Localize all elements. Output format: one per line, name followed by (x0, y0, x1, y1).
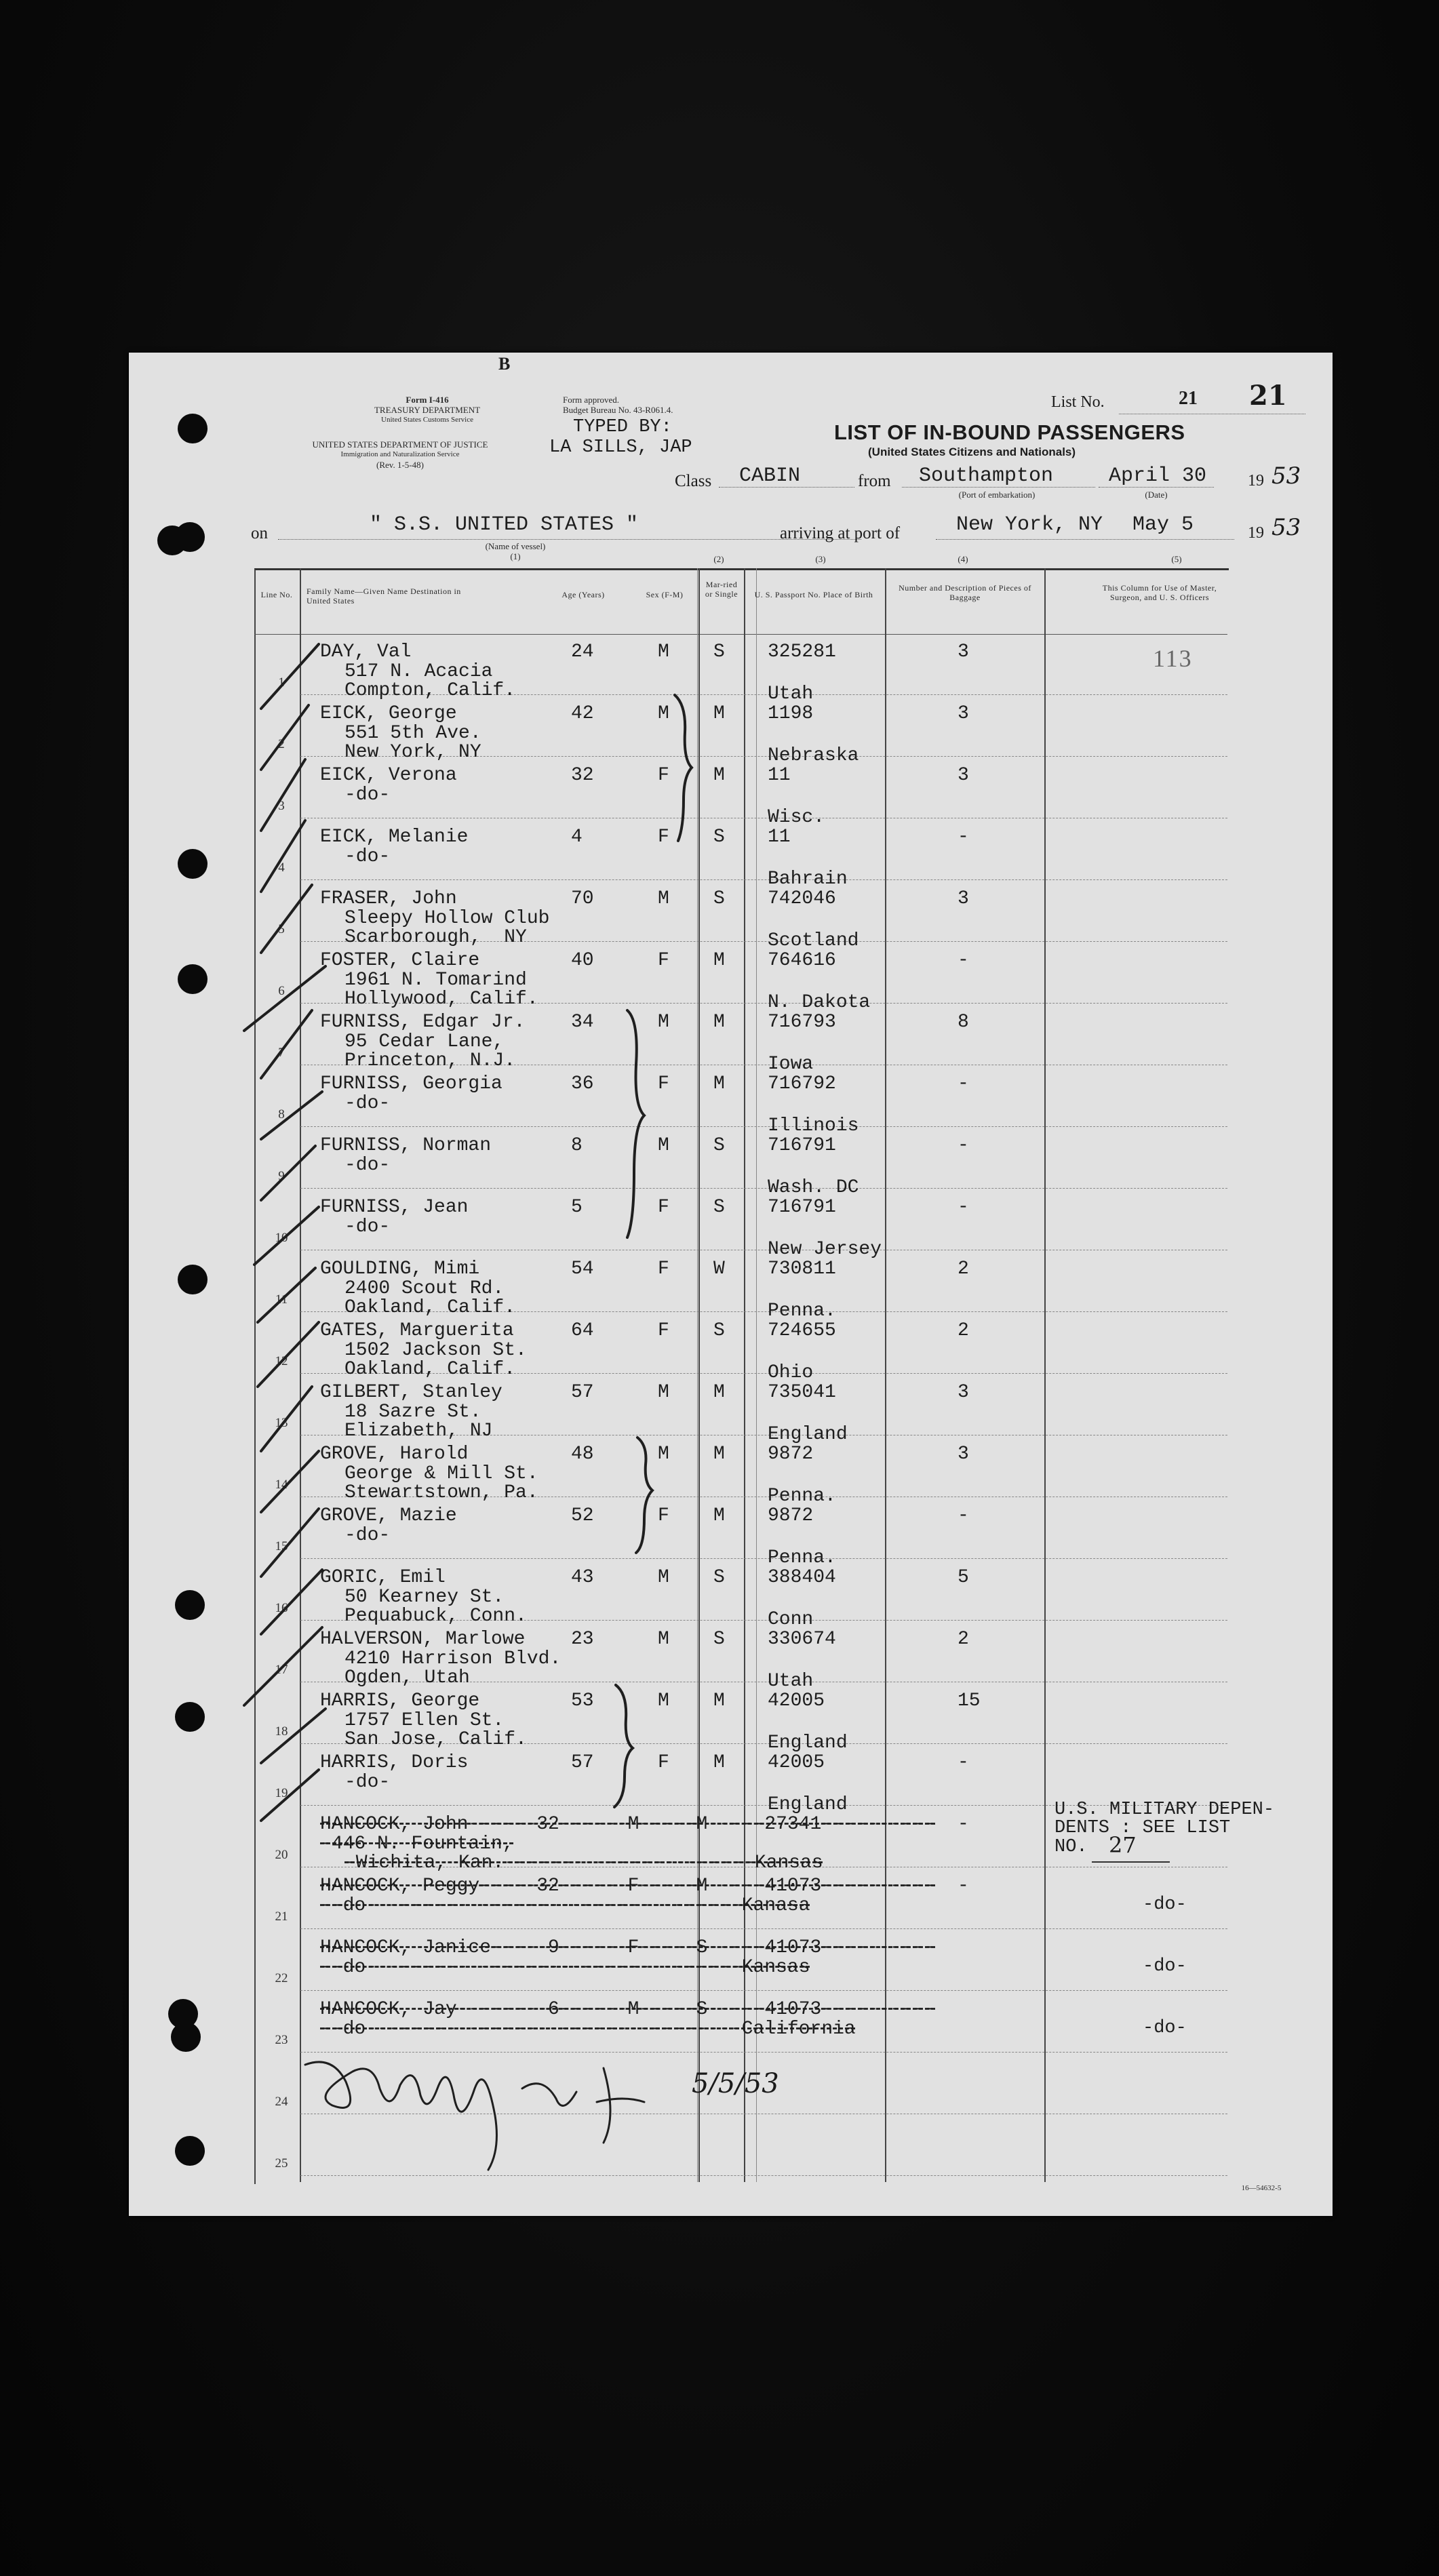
officer-do-21: -do- (1143, 1956, 1187, 1977)
passenger-passport: 764616 (768, 950, 836, 971)
passenger-address-1: -do- (344, 1216, 391, 1237)
list-no-label: List No. (1051, 393, 1105, 411)
passenger-name: GOULDING, Mimi (320, 1259, 480, 1280)
passenger-marital: M (713, 1382, 725, 1403)
passenger-marital: S (713, 1567, 725, 1588)
passenger-age: 40 (571, 950, 594, 971)
form-subtitle: (United States Citizens and Nationals) (868, 445, 1076, 458)
treasury-dept: TREASURY DEPARTMENT (374, 405, 481, 415)
col-num-4: (4) (958, 554, 968, 564)
passenger-marital: M (713, 765, 725, 786)
passenger-marital: M (713, 1073, 725, 1094)
passenger-address-2: Scarborough, NY (344, 927, 527, 948)
passenger-address-1: -do- (344, 1772, 391, 1793)
passenger-birthplace: Bahrain (768, 869, 848, 890)
line-number: 16 (275, 1601, 288, 1615)
passenger-sex: M (658, 641, 669, 662)
col-header-officers: This Column for Use of Master, Surgeon, and U. S. Officers (1102, 583, 1217, 602)
passenger-sex: M (658, 1012, 669, 1033)
passenger-passport: 716793 (768, 1012, 836, 1033)
line-number: 12 (275, 1354, 288, 1368)
passenger-baggage: - (958, 1073, 969, 1094)
vessel-caption: (Name of vessel) (485, 541, 546, 551)
passenger-address-1: 1961 N. Tomarind (344, 970, 527, 991)
passenger-birthplace: Iowa (768, 1054, 814, 1075)
passenger-passport: 742046 (768, 888, 836, 909)
passenger-baggage: 3 (958, 1382, 969, 1403)
punch-hole (178, 1265, 208, 1294)
line-number: 10 (275, 1231, 288, 1245)
punch-hole (175, 522, 205, 552)
passenger-passport: 735041 (768, 1382, 836, 1403)
passenger-address-2: San Jose, Calif. (344, 1729, 527, 1750)
line-number: 8 (278, 1107, 285, 1122)
passenger-name: GILBERT, Stanley (320, 1382, 502, 1403)
passenger-birthplace: Penna. (768, 1547, 836, 1568)
passenger-passport: 330674 (768, 1629, 836, 1650)
row-separator (300, 879, 1227, 880)
passenger-birthplace: England (768, 1732, 848, 1753)
passenger-address-2: Oakland, Calif. (344, 1359, 516, 1380)
passenger-age: 64 (571, 1320, 594, 1341)
passenger-marital: S (713, 888, 725, 909)
line-number: 5 (278, 922, 285, 936)
passenger-age: 8 (571, 1135, 583, 1156)
passenger-address-1: -do- (344, 1525, 391, 1546)
passenger-birthplace: Penna. (768, 1301, 836, 1322)
row-separator (300, 1558, 1227, 1559)
passenger-baggage: 3 (958, 703, 969, 724)
passenger-age: 34 (571, 1012, 594, 1033)
form-number: Form I-416 (406, 395, 449, 405)
vessel-col-num: (1) (510, 551, 521, 561)
passenger-age: 24 (571, 641, 594, 662)
passenger-baggage: - (958, 1197, 969, 1218)
passenger-address-1: 2400 Scout Rd. (344, 1278, 505, 1299)
passenger-passport: 388404 (768, 1567, 836, 1588)
passenger-baggage: 3 (958, 641, 969, 662)
punch-hole (178, 849, 208, 879)
year-prefix-2: 19 (1248, 524, 1264, 542)
year-arrival: 53 (1272, 514, 1301, 541)
from-rule (902, 487, 1095, 488)
passenger-address-1: 551 5th Ave. (344, 723, 481, 744)
passenger-passport: 42005 (768, 1690, 825, 1711)
row-separator (300, 1990, 1227, 1991)
passenger-baggage: 5 (958, 1567, 969, 1588)
passenger-name: HARRIS, Doris (320, 1752, 469, 1773)
struck-entry: HANCOCK, Peggy-----32------F-----M-----41073---------- (320, 1876, 936, 1897)
passenger-address-1: George & Mill St. (344, 1463, 538, 1484)
passenger-address-1: Sleepy Hollow Club (344, 908, 550, 929)
passenger-baggage: - (958, 827, 969, 848)
passenger-birthplace: England (768, 1794, 848, 1815)
passenger-birthplace: Utah (768, 683, 814, 705)
struck-address: -446 N. Fountain, (320, 1834, 514, 1855)
passenger-address-1: 1757 Ellen St. (344, 1710, 505, 1731)
passenger-address-1: 4210 Harrison Blvd. (344, 1648, 561, 1669)
passenger-marital: M (713, 703, 725, 724)
line-number: 21 (275, 1909, 288, 1924)
line-number: 23 (275, 2033, 288, 2047)
passenger-name: EICK, Melanie (320, 827, 469, 848)
passenger-age: 57 (571, 1382, 594, 1403)
passenger-name: HALVERSON, Marlowe (320, 1629, 526, 1650)
passenger-address-2: Ogden, Utah (344, 1667, 470, 1688)
passenger-age: 36 (571, 1073, 594, 1094)
struck-address: --do---------------------------------Kanasa (320, 1895, 810, 1916)
passenger-sex: M (658, 1690, 669, 1711)
line-number: 25 (275, 2156, 288, 2171)
struck-address: --do---------------------------------Kansas (320, 1957, 810, 1978)
passenger-birthplace: Wash. DC (768, 1177, 859, 1198)
col-line (1044, 568, 1046, 2182)
col-num-2: (2) (713, 554, 724, 564)
passenger-sex: M (658, 1382, 669, 1403)
customs-service: United States Customs Service (381, 416, 473, 424)
date-embark: April 30 (1109, 464, 1207, 488)
passenger-address-1: -do- (344, 785, 391, 806)
passenger-marital: M (713, 1444, 725, 1465)
passenger-marital: S (713, 641, 725, 662)
form-code: 16—54632-5 (1241, 2184, 1282, 2192)
list-no-typed: 21 (1179, 388, 1198, 409)
passenger-address-1: -do- (344, 846, 391, 867)
passenger-baggage: 8 (958, 1012, 969, 1033)
passenger-passport: 11 (768, 827, 791, 848)
row-separator (300, 1188, 1227, 1189)
passenger-baggage: 15 (958, 1690, 981, 1711)
passenger-age: 32 (571, 765, 594, 786)
passenger-birthplace: Wisc. (768, 807, 825, 828)
passenger-age: 43 (571, 1567, 594, 1588)
passenger-birthplace: New Jersey (768, 1239, 882, 1260)
year-embark: 53 (1272, 462, 1301, 490)
passenger-name: GROVE, Harold (320, 1444, 469, 1465)
typed-by-label: TYPED BY: (573, 417, 672, 437)
passenger-passport: 9872 (768, 1444, 814, 1465)
col-header-sex: Sex (F-M) (646, 590, 684, 599)
passenger-age: 4 (571, 827, 583, 848)
line-number: 15 (275, 1539, 288, 1553)
passenger-passport: 11 (768, 765, 791, 786)
passenger-marital: W (713, 1259, 725, 1280)
officer-stamp: 113 (1153, 645, 1193, 672)
passenger-passport: 1198 (768, 703, 814, 724)
passenger-sex: M (658, 1567, 669, 1588)
signature-date: 5/5/53 (692, 2068, 779, 2099)
passenger-baggage: - (958, 950, 969, 971)
passenger-name: FURNISS, Norman (320, 1135, 492, 1156)
col-num-5: (5) (1171, 554, 1182, 564)
passenger-passport: 9872 (768, 1505, 814, 1526)
struck-baggage: - (958, 1876, 969, 1897)
punch-hole (175, 2136, 205, 2166)
line-number: 6 (278, 984, 285, 998)
line-number: 13 (275, 1416, 288, 1430)
date-rule (1099, 487, 1214, 488)
passenger-passport: 716791 (768, 1135, 836, 1156)
passenger-baggage: - (958, 1135, 969, 1156)
passenger-birthplace: N. Dakota (768, 992, 871, 1013)
line-number: 24 (275, 2095, 288, 2109)
passenger-marital: S (713, 1135, 725, 1156)
passenger-birthplace: Nebraska (768, 745, 859, 766)
passenger-name: EICK, George (320, 703, 457, 724)
passenger-age: 23 (571, 1629, 594, 1650)
passenger-address-2: Hollywood, Calif. (344, 989, 538, 1010)
col-header-married: Mar-ried or Single (705, 580, 738, 599)
punch-hole (171, 2022, 201, 2052)
passenger-sex: M (658, 888, 669, 909)
port-embark-caption: (Port of embarkation) (958, 490, 1036, 500)
passenger-marital: S (713, 1197, 725, 1218)
signature-text (312, 2082, 580, 2116)
passenger-birthplace: Penna. (768, 1486, 836, 1507)
passenger-address-2: Elizabeth, NJ (344, 1421, 493, 1442)
passenger-address-1: 1502 Jackson St. (344, 1340, 527, 1361)
passenger-passport: 730811 (768, 1259, 836, 1280)
punch-hole (175, 1702, 205, 1732)
struck-baggage: - (958, 1814, 969, 1835)
military-note-1: U.S. MILITARY DEPEN- (1054, 1800, 1275, 1820)
passenger-age: 52 (571, 1505, 594, 1526)
passenger-baggage: - (958, 1752, 969, 1773)
line-number: 2 (278, 737, 285, 751)
passenger-marital: M (713, 1012, 725, 1033)
arrival-port: New York, NY (956, 513, 1103, 536)
form-title: LIST OF IN-BOUND PASSENGERS (834, 420, 1185, 444)
passenger-name: HARRIS, George (320, 1690, 480, 1711)
passenger-baggage: 3 (958, 765, 969, 786)
line-number: 11 (275, 1292, 288, 1307)
passenger-sex: M (658, 1629, 669, 1650)
class-rule (719, 487, 854, 488)
ins: Immigration and Naturalization Service (340, 450, 460, 458)
military-underline (1092, 1861, 1170, 1863)
passenger-sex: F (658, 950, 669, 971)
on-label: on (251, 524, 268, 542)
passenger-sex: F (658, 1752, 669, 1773)
col-line (300, 568, 301, 2182)
passenger-address-2: Pequabuck, Conn. (344, 1606, 527, 1627)
passenger-name: FURNISS, Georgia (320, 1073, 502, 1094)
passenger-passport: 325281 (768, 641, 836, 662)
passenger-address-1: 18 Sazre St. (344, 1402, 481, 1423)
row-separator (300, 2052, 1227, 2053)
budget-bureau: Budget Bureau No. 43-R061.4. (563, 405, 673, 415)
row-separator (300, 1126, 1227, 1127)
passenger-age: 57 (571, 1752, 594, 1773)
arriving-label: arriving at port of (780, 524, 901, 542)
col-header-age: Age (Years) (561, 590, 605, 599)
officer-do-22: -do- (1143, 2018, 1187, 2038)
row-separator (300, 2175, 1227, 2176)
line-number: 19 (275, 1786, 288, 1800)
col-header-line: Line No. (260, 590, 293, 599)
punch-hole (175, 1590, 205, 1620)
passenger-age: 70 (571, 888, 594, 909)
passenger-name: GORIC, Emil (320, 1567, 446, 1588)
military-note-2: DENTS : SEE LIST (1054, 1818, 1231, 1838)
passenger-passport: 42005 (768, 1752, 825, 1773)
b-mark: B (498, 354, 511, 374)
from-value: Southampton (919, 464, 1054, 488)
passenger-sex: F (658, 1197, 669, 1218)
passenger-name: FURNISS, Jean (320, 1197, 469, 1218)
date-caption: (Date) (1145, 490, 1168, 500)
passenger-sex: F (658, 1505, 669, 1526)
passenger-baggage: 2 (958, 1259, 969, 1280)
passenger-name: GATES, Marguerita (320, 1320, 514, 1341)
from-label: from (858, 472, 891, 490)
line-number: 18 (275, 1724, 288, 1739)
line-number: 14 (275, 1478, 288, 1492)
class-value: CABIN (739, 464, 801, 488)
col-header-baggage: Number and Description of Pieces of Baggage (899, 583, 1031, 602)
class-label: Class (675, 472, 712, 490)
col-header-name: Family Name—Given Name Destination in United States (307, 587, 461, 606)
list-no-written: 21 (1249, 380, 1287, 412)
row-separator (300, 1928, 1227, 1929)
struck-entry: HANCOCK, John------32------M-----M-----27341---------- (320, 1814, 936, 1835)
passenger-name: GROVE, Mazie (320, 1505, 457, 1526)
header-bottom-rule (254, 634, 1227, 635)
passenger-age: 54 (571, 1259, 594, 1280)
col-num-3: (3) (815, 554, 826, 564)
passenger-marital: M (713, 1690, 725, 1711)
struck-address-2: -Wichita, Kan.----------------------Kansas (344, 1852, 823, 1874)
passenger-baggage: 2 (958, 1320, 969, 1341)
passenger-address-1: -do- (344, 1155, 391, 1176)
passenger-name: EICK, Verona (320, 765, 457, 786)
arrival-date: May 5 (1132, 513, 1194, 536)
passenger-baggage: - (958, 1505, 969, 1526)
passenger-passport: 716792 (768, 1073, 836, 1094)
passenger-marital: M (713, 1505, 725, 1526)
vessel-rule (278, 539, 861, 540)
passenger-name: DAY, Val (320, 641, 412, 662)
punch-hole (178, 414, 208, 443)
struck-address: --do---------------------------------California (320, 2019, 856, 2040)
passenger-baggage: 2 (958, 1629, 969, 1650)
arrival-rule (936, 539, 1234, 540)
vessel-name: " S.S. UNITED STATES " (370, 513, 639, 536)
justice-dept: UNITED STATES DEPARTMENT OF JUSTICE (312, 439, 488, 450)
line-number: 4 (278, 860, 285, 875)
passenger-address-1: -do- (344, 1093, 391, 1114)
punch-hole (178, 964, 208, 994)
passenger-address-1: 517 N. Acacia (344, 661, 493, 682)
passenger-passport: 716791 (768, 1197, 836, 1218)
passenger-birthplace: Utah (768, 1671, 814, 1692)
passenger-age: 53 (571, 1690, 594, 1711)
col-header-passport: U. S. Passport No. Place of Birth (754, 590, 873, 599)
line-number: 20 (275, 1848, 288, 1862)
military-note-3: NO. (1054, 1837, 1088, 1857)
military-list-no: 27 (1109, 1832, 1137, 1858)
passenger-sex: F (658, 765, 669, 786)
passenger-marital: S (713, 1629, 725, 1650)
passenger-address-2: Stewartstown, Pa. (344, 1482, 538, 1503)
passenger-birthplace: England (768, 1424, 848, 1445)
struck-entry: HANCOCK, Janice-----9------F-----S-----41073---------- (320, 1937, 936, 1958)
passenger-marital: M (713, 1752, 725, 1773)
passenger-sex: M (658, 703, 669, 724)
passenger-marital: S (713, 827, 725, 848)
passenger-sex: F (658, 1073, 669, 1094)
passenger-address-2: New York, NY (344, 742, 481, 763)
passenger-marital: M (713, 950, 725, 971)
form-approved: Form approved. (563, 395, 620, 405)
passenger-address-2: Oakland, Calif. (344, 1297, 516, 1318)
passenger-birthplace: Illinois (768, 1115, 859, 1136)
passenger-address-2: Compton, Calif. (344, 680, 516, 701)
line-number: 3 (278, 799, 285, 813)
passenger-sex: F (658, 1320, 669, 1341)
passenger-address-1: 95 Cedar Lane, (344, 1031, 505, 1052)
passenger-birthplace: Scotland (768, 930, 859, 951)
passenger-sex: M (658, 1135, 669, 1156)
passenger-baggage: 3 (958, 1444, 969, 1465)
passenger-name: FOSTER, Claire (320, 950, 480, 971)
officer-do-20: -do- (1143, 1895, 1187, 1915)
revision: (Rev. 1-5-48) (376, 460, 424, 470)
passenger-address-2: Princeton, N.J. (344, 1050, 516, 1071)
passenger-birthplace: Conn (768, 1609, 814, 1630)
passenger-marital: S (713, 1320, 725, 1341)
line-number: 7 (278, 1046, 285, 1060)
passenger-age: 42 (571, 703, 594, 724)
passenger-passport: 724655 (768, 1320, 836, 1341)
passenger-name: FURNISS, Edgar Jr. (320, 1012, 526, 1033)
typed-by: LA SILLS, JAP (549, 437, 692, 458)
passenger-sex: F (658, 827, 669, 848)
struck-entry: HANCOCK, Jay--------6------M-----S-----41073---------- (320, 1999, 936, 2020)
passenger-age: 48 (571, 1444, 594, 1465)
year-prefix-1: 19 (1248, 472, 1264, 490)
passenger-baggage: 3 (958, 888, 969, 909)
passenger-age: 5 (571, 1197, 583, 1218)
line-number: 17 (275, 1663, 288, 1677)
passenger-address-1: 50 Kearney St. (344, 1587, 505, 1608)
passenger-birthplace: Ohio (768, 1362, 814, 1383)
manifest-page (129, 353, 1333, 2216)
passenger-sex: M (658, 1444, 669, 1465)
line-number: 1 (278, 675, 285, 690)
line-number: 9 (278, 1169, 285, 1183)
passenger-name: FRASER, John (320, 888, 457, 909)
passenger-sex: F (658, 1259, 669, 1280)
line-number: 22 (275, 1971, 288, 1985)
